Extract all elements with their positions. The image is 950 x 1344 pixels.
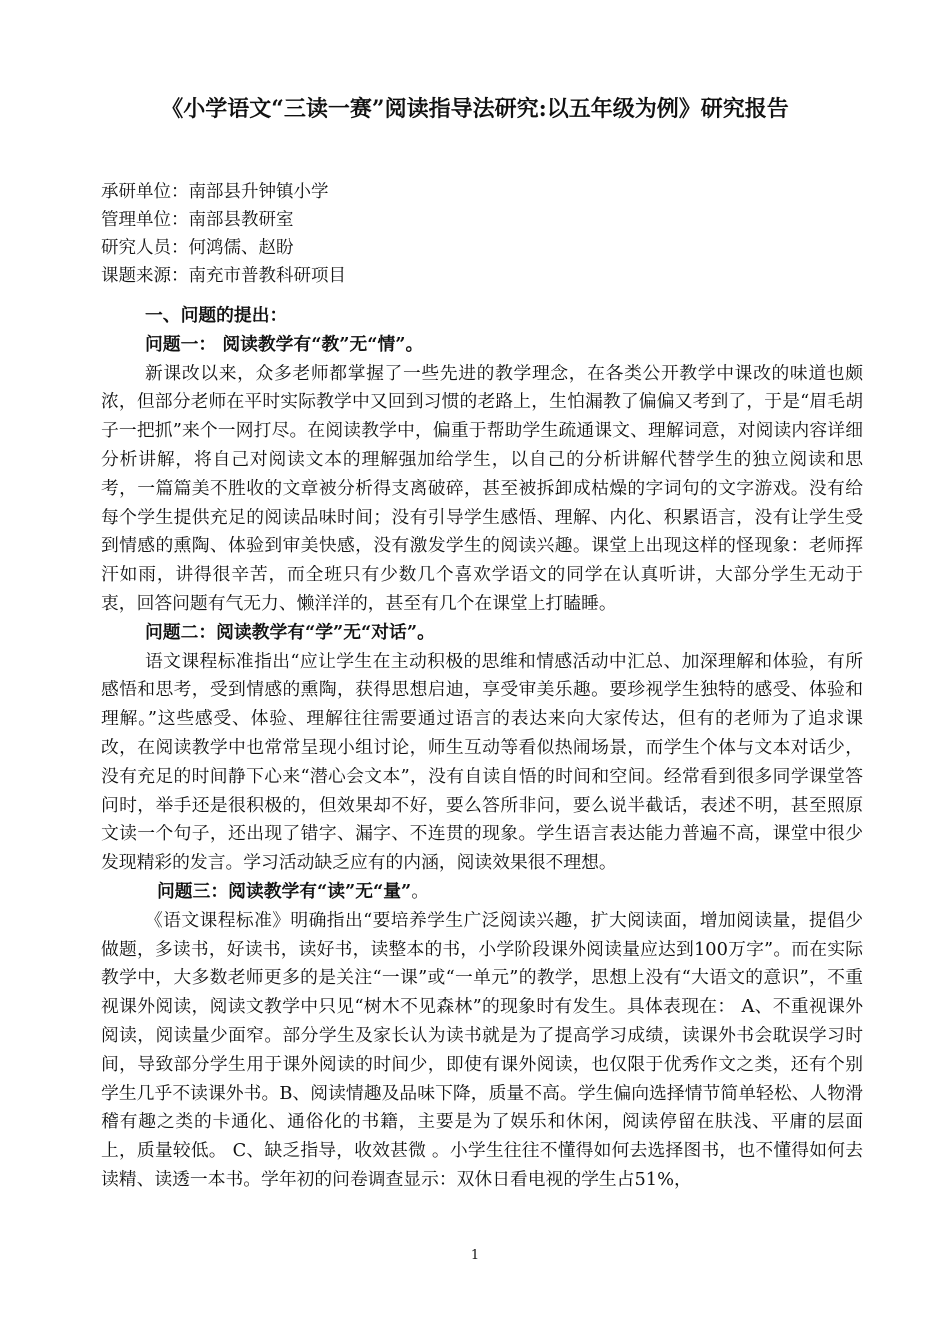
problem-three-heading-text: 问题三：阅读教学有“读”无“量” xyxy=(157,880,412,902)
report-body xyxy=(101,302,863,1195)
problem-one-heading: 问题一： 阅读教学有“教”无“情”。 xyxy=(145,333,424,355)
meta-researchers: 研究人员：何鸿儒、赵盼 xyxy=(101,238,294,258)
problem-three-heading-period: 。 xyxy=(411,880,430,902)
problem-three-heading xyxy=(101,878,863,907)
meta-research-unit: 承研单位：南部县升钟镇小学 xyxy=(101,182,329,202)
problem-one-paragraph: 新课改以来，众多老师都掌握了一些先进的教学理念，在各类公开教学中课改的味道也颇浓，但部分老师在平时实际教学中又回到习惯的老路上，生怕漏教了偏偏又考到了，于是“眉毛胡子一把抓”来个一网打尽。在阅读教学中，偏重于帮助学生疏通课文、理解词意，对阅读内容详细分析讲解，将自己对阅读文本的理解强加给学生，以自己的分析讲解代替学生的独立阅读和思考，一篇篇美不胜收的文章被分析得支离破碎，甚至被拆卸成枯燥的字词句的文字游戏。没有给每个学生提供充足的阅读品味时间；没有引导学生感悟、理解、内化、积累语言，没有让学生受到情感的熏陶、体验到审美快感，没有激发学生的阅读兴趣。课堂上出现这样的怪现象：老师挥汗如雨，讲得很辛苦，而全班只有少数几个喜欢学语文的同学在认真听讲，大部分学生无动于衷，回答问题有气无力、懒洋洋的，甚至有几个在课堂上打瞌睡。 xyxy=(101,362,863,614)
meta-management-unit: 管理单位：南部县教研室 xyxy=(101,210,294,230)
problem-three-paragraph: 《语文课程标准》明确指出“要培养学生广泛阅读兴趣，扩大阅读面，增加阅读量，提倡少做题，多读书，好读书，读好书，读整本的书，小学阶段课外阅读量应达到100万字”。而在实际教学中，大多数老师更多的是关注“一课”或“一单元”的教学，思想上没有“大语文的意识”，不重视课外阅读，阅读文教学中只见“树木不见森林”的现象时有发生。具体表现在： A、不重视课外阅读，阅读量少面窄。部分学生及家长认为读书就是为了提高学习成绩，读课外书会耽误学习时间，导致部分学生用于课外阅读的时间少，即使有课外阅读，也仅限于优秀作文之类，还有个别学生几乎不读课外书。B、阅读情趣及品味下降，质量不高。学生偏向选择情节简单轻松、人物滑稽有趣之类的卡通化、通俗化的书籍，主要是为了娱乐和休闲，阅读停留在肤浅、平庸的层面上，质量较低。 C、缺乏指导，收效甚微 。小学生往往不懂得如何去选择图书，也不懂得如何去读精、读透一本书。学年初的问卷调查显示：双休日看电视的学生占51%， xyxy=(101,909,863,1190)
meta-project-source: 课题来源：南充市普教科研项目 xyxy=(101,266,346,286)
report-meta xyxy=(101,178,346,290)
section-heading: 一、问题的提出： xyxy=(145,305,288,326)
problem-two-heading: 问题二：阅读教学有“学”无“对话”。 xyxy=(145,621,435,643)
problem-two-paragraph: 语文课程标准指出“应让学生在主动积极的思维和情感活动中汇总、加深理解和体验，有所感悟和思考，受到情感的熏陶，获得思想启迪，享受审美乐趣。要珍视学生独特的感受、体验和理解。”这些感受、体验、理解往往需要通过语言的表达来向大家传达，但有的老师为了追求课改，在阅读教学中也常常呈现小组讨论，师生互动等看似热闹场景，而学生个体与文本对话少，没有充足的时间静下心来“潜心会文本”，没有自读自悟的时间和空间。经常看到很多同学课堂答问时，举手还是很积极的，但效果却不好，要么答所非问，要么说半截话，表述不明，甚至照原文读一个句子，还出现了错字、漏字、不连贯的现象。学生语言表达能力普遍不高，课堂中很少发现精彩的发言。学习活动缺乏应有的内涵，阅读效果很不理想。 xyxy=(101,650,863,874)
page-number: 1 xyxy=(470,1248,480,1263)
report-title: 《小学语文“三读一赛”阅读指导法研究:以五年级为例》研究报告 xyxy=(161,96,789,122)
